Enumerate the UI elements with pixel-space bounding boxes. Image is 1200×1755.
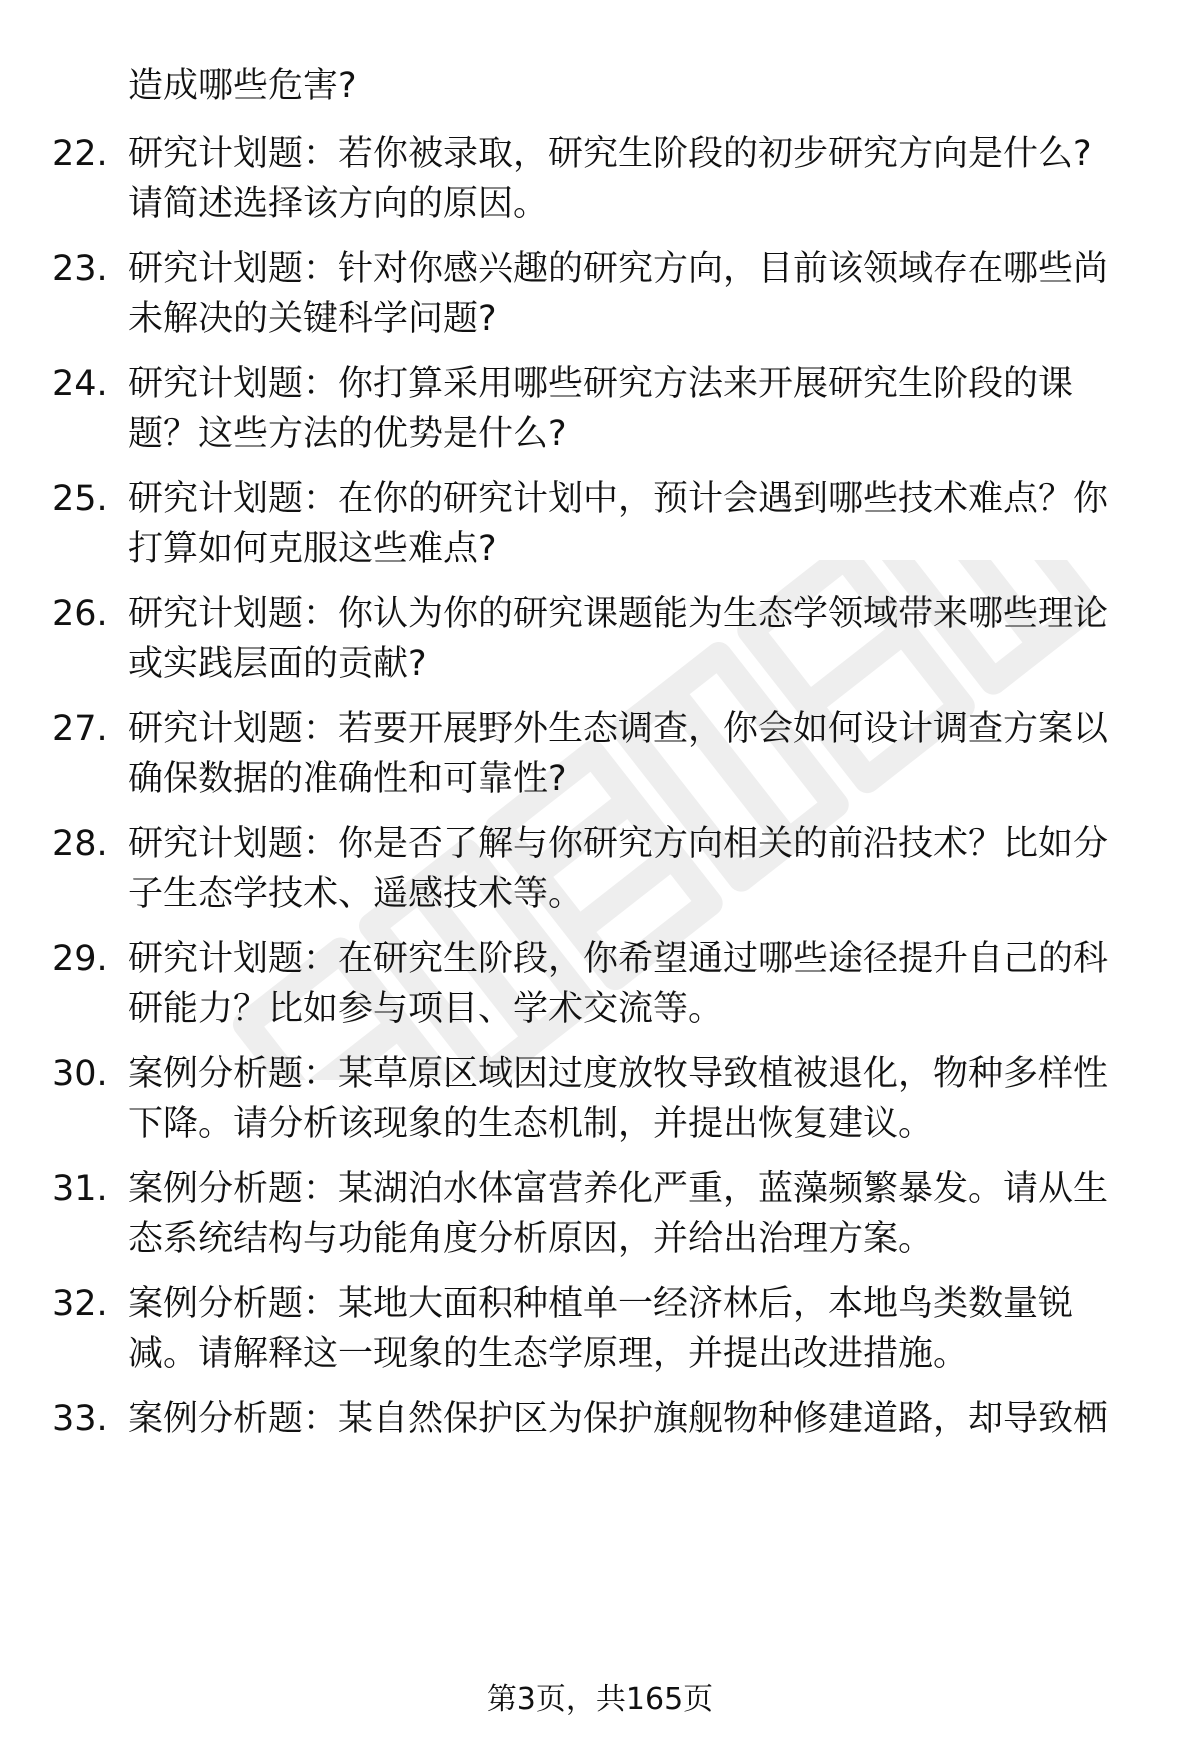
question-number: 33. xyxy=(52,1399,108,1439)
question-text-line1: 研究计划题：在研究生阶段，你希望通过哪些途径提升自己的科 xyxy=(128,939,1109,979)
question-text-line2: 打算如何克服这些难点? xyxy=(128,529,497,569)
question-text-line2: 或实践层面的贡献? xyxy=(128,644,427,684)
question-number: 30. xyxy=(52,1054,108,1094)
question-text-line1: 案例分析题：某湖泊水体富营养化严重，蓝藻频繁暴发。请从生 xyxy=(128,1169,1109,1209)
question-text-line1: 研究计划题：你打算采用哪些研究方法来开展研究生阶段的课 xyxy=(128,364,1074,404)
question-text-line2: 未解决的关键科学问题? xyxy=(128,299,497,339)
question-number: 28. xyxy=(52,824,108,864)
question-text-line1: 案例分析题：某草原区域因过度放牧导致植被退化，物种多样性 xyxy=(128,1054,1109,1094)
question-text-line1: 案例分析题：某地大面积种植单一经济林后，本地鸟类数量锐 xyxy=(128,1284,1074,1324)
question-text-line1: 研究计划题：你是否了解与你研究方向相关的前沿技术？比如分 xyxy=(128,824,1109,864)
question-text-line2: 减。请解释这一现象的生态学原理，并提出改进措施。 xyxy=(128,1334,969,1374)
question-text-line1: 研究计划题：若你被录取，研究生阶段的初步研究方向是什么? xyxy=(128,134,1092,174)
question-number: 26. xyxy=(52,594,108,634)
question-text-line2: 态系统结构与功能角度分析原因，并给出治理方案。 xyxy=(128,1219,934,1259)
question-number: 29. xyxy=(52,939,108,979)
question-text-line1: 案例分析题：某自然保护区为保护旗舰物种修建道路，却导致栖 xyxy=(128,1399,1109,1439)
question-number: 24. xyxy=(52,364,108,404)
question-number: 32. xyxy=(52,1284,108,1324)
page-footer: 第3页，共165页 xyxy=(486,1682,714,1717)
question-number: 31. xyxy=(52,1169,108,1209)
question-text-line2: 下降。请分析该现象的生态机制，并提出恢复建议。 xyxy=(128,1104,934,1144)
question-text-line2: 子生态学技术、遥感技术等。 xyxy=(128,874,584,914)
question-text-line1: 研究计划题：若要开展野外生态调查，你会如何设计调查方案以 xyxy=(128,709,1109,749)
question-text-line2: 题？这些方法的优势是什么? xyxy=(128,414,567,454)
question-text-line1: 研究计划题：针对你感兴趣的研究方向，目前该领域存在哪些尚 xyxy=(128,249,1109,289)
question-text-line2: 请简述选择该方向的原因。 xyxy=(128,184,549,224)
question-number: 23. xyxy=(52,249,108,289)
question-text-line2: 确保数据的准确性和可靠性? xyxy=(128,759,567,799)
question-number: 27. xyxy=(52,709,108,749)
question-text-line1: 研究计划题：你认为你的研究课题能为生态学领域带来哪些理论 xyxy=(128,594,1109,634)
question-number: 25. xyxy=(52,479,108,519)
question-number: 22. xyxy=(52,134,108,174)
question-text-line1: 研究计划题：在你的研究计划中，预计会遇到哪些技术难点？你 xyxy=(128,479,1109,519)
question-text-line2: 研能力？比如参与项目、学术交流等。 xyxy=(128,989,724,1029)
continuation-text: 造成哪些危害? xyxy=(128,66,357,106)
